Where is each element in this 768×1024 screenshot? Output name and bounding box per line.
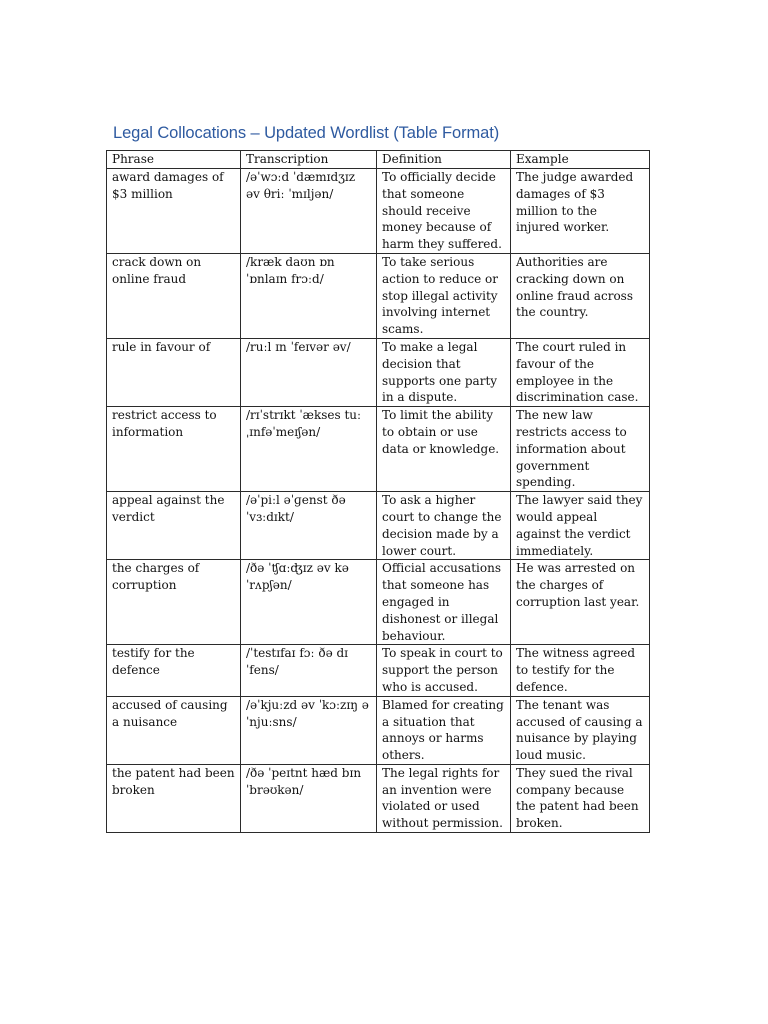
example-cell: The court ruled in favour of the employee in the discrimination case. [511,338,650,406]
table-row [107,696,650,764]
table-row [107,253,650,338]
example-cell: Authorities are cracking down on online fraud across the country. [511,253,650,338]
table-row [107,645,650,696]
definition-cell: To speak in court to support the person who is accused. [377,645,511,696]
table-row [107,560,650,645]
definition-cell: To make a legal decision that supports one party in a dispute. [377,338,511,406]
example-cell: The witness agreed to testify for the defence. [511,645,650,696]
transcription-cell: /ðə ˈʧɑːʤɪz əv kəˈrʌpʃən/ [241,560,377,645]
phrase-cell: award damages of $3 million [107,169,241,254]
transcription-cell: /ˈtestɪfaɪ fɔː ðə dɪˈfens/ [241,645,377,696]
example-cell: He was arrested on the charges of corruption last year. [511,560,650,645]
definition-cell: Blamed for creating a situation that annoys or harms others. [377,696,511,764]
document-title: Legal Collocations – Updated Wordlist (Table Format) [113,124,500,142]
table-row [107,764,650,832]
table-row [107,492,650,560]
header-example: Example [511,151,650,169]
transcription-cell: /kræk daʊn ɒn ˈɒnlaɪn frɔːd/ [241,253,377,338]
example-cell: The judge awarded damages of $3 million to the injured worker. [511,169,650,254]
phrase-cell: rule in favour of [107,338,241,406]
definition-cell: To limit the ability to obtain or use data or knowledge. [377,407,511,492]
table-row [107,338,650,406]
definition-cell: To officially decide that someone should receive money because of harm they suffered. [377,169,511,254]
phrase-cell: restrict access to information [107,407,241,492]
table-header-row [107,151,650,169]
transcription-cell: /əˈpiːl əˈɡenst ðə ˈvɜːdɪkt/ [241,492,377,560]
example-cell: The lawyer said they would appeal against the verdict immediately. [511,492,650,560]
collocations-table [106,150,650,833]
definition-cell: Official accusations that someone has engaged in dishonest or illegal behaviour. [377,560,511,645]
table-row [107,169,650,254]
example-cell: The tenant was accused of causing a nuisance by playing loud music. [511,696,650,764]
header-transcription: Transcription [241,151,377,169]
phrase-cell: the patent had been broken [107,764,241,832]
definition-cell: The legal rights for an invention were violated or used without permission. [377,764,511,832]
transcription-cell: /rɪˈstrɪkt ˈækses tuː ˌɪnfəˈmeɪʃən/ [241,407,377,492]
phrase-cell: crack down on online fraud [107,253,241,338]
phrase-cell: testify for the defence [107,645,241,696]
transcription-cell: /əˈwɔːd ˈdæmɪdʒɪz əv θriː ˈmɪljən/ [241,169,377,254]
transcription-cell: /ðə ˈpeɪtnt hæd bɪn ˈbrəʊkən/ [241,764,377,832]
phrase-cell: appeal against the verdict [107,492,241,560]
transcription-cell: /əˈkjuːzd əv ˈkɔːzɪŋ ə ˈnjuːsns/ [241,696,377,764]
header-definition: Definition [377,151,511,169]
phrase-cell: accused of causing a nuisance [107,696,241,764]
definition-cell: To ask a higher court to change the decision made by a lower court. [377,492,511,560]
header-phrase: Phrase [107,151,241,169]
table-row [107,407,650,492]
definition-cell: To take serious action to reduce or stop illegal activity involving internet scams. [377,253,511,338]
phrase-cell: the charges of corruption [107,560,241,645]
example-cell: They sued the rival company because the patent had been broken. [511,764,650,832]
transcription-cell: /ruːl ɪn ˈfeɪvər əv/ [241,338,377,406]
example-cell: The new law restricts access to information about government spending. [511,407,650,492]
